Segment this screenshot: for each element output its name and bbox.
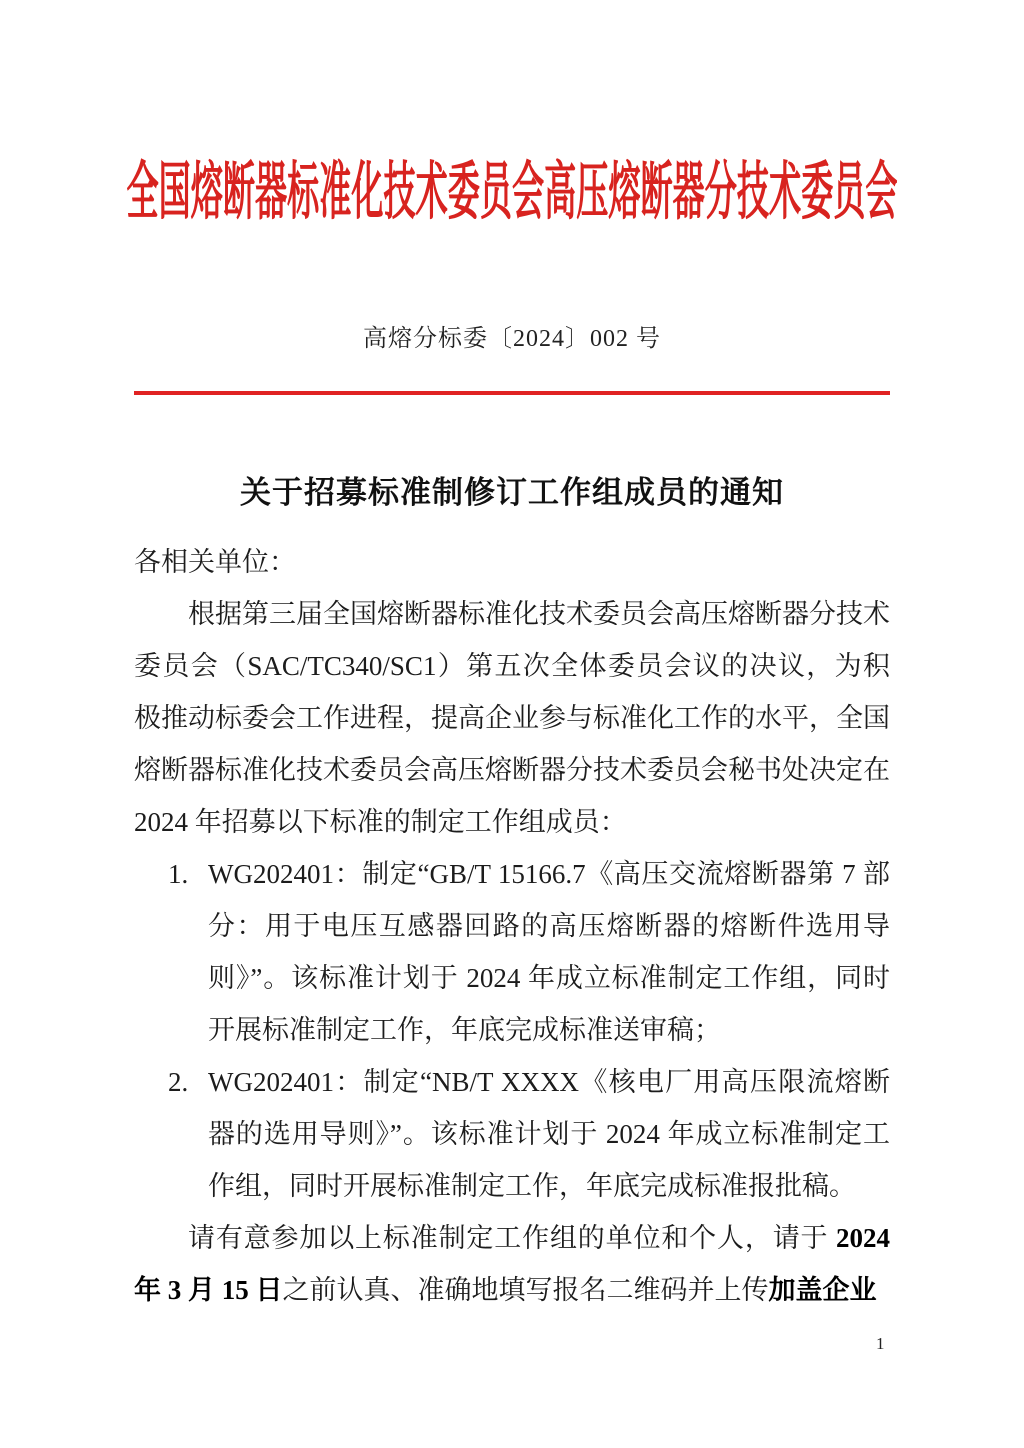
page-number: 1 (876, 1334, 885, 1353)
closing-text: 请有意参加以上标准制定工作组的单位和个人，请于 (188, 1223, 836, 1254)
doc-number: 高熔分标委〔2024〕002 号 (363, 326, 661, 353)
red-divider-line (134, 391, 890, 395)
letterhead (0, 0, 1024, 228)
closing-paragraph (134, 1212, 890, 1316)
notice-title: 关于招募标准制修订工作组成员的通知 (240, 475, 784, 511)
list-item-text: WG202401：制定“GB/T 15166.7《高压交流熔断器第 7 部分：用于电压互感器回路的高压熔断器的熔断件选用导则》”。该标准计划于 2024 年成立标准制定工作组，同时开展标准制定工作，年底完成标准送审稿； (208, 859, 890, 1046)
salutation: 各相关单位： (134, 547, 296, 578)
stamp-requirement-text: 加盖企业 (768, 1275, 877, 1306)
list-item-2 (168, 1056, 890, 1212)
org-title: 全国熔断器标准化技术委员会高压熔断器分技术委员会 (126, 157, 898, 227)
closing-text: 之前认真、准确地填写报名二维码并上传 (282, 1275, 769, 1306)
list-item-1 (168, 848, 890, 1056)
document-body (134, 536, 890, 1316)
list-item-number: 1. (168, 859, 189, 890)
list-item-text: WG202401：制定“NB/T XXXX《核电厂用高压限流熔断器的选用导则》”。该标准计划于 2024 年成立标准制定工作组，同时开展标准制定工作，年底完成标准报批稿。 (208, 1067, 890, 1202)
intro-paragraph: 根据第三届全国熔断器标准化技术委员会高压熔断器分技术委员会（SAC/TC340/SC1）第五次全体委员会议的决议，为积极推动标委会工作进程，提高企业参与标准化工作的水平，全国熔断器标准化技术委员会高压熔断器分技术委员会秘书处决定在 2024 年招募以下标准的制定工作组成员： (134, 599, 890, 838)
list-item-number: 2. (168, 1067, 189, 1098)
deadline-date: 2024 年 3 月 15 日 (134, 1223, 890, 1306)
